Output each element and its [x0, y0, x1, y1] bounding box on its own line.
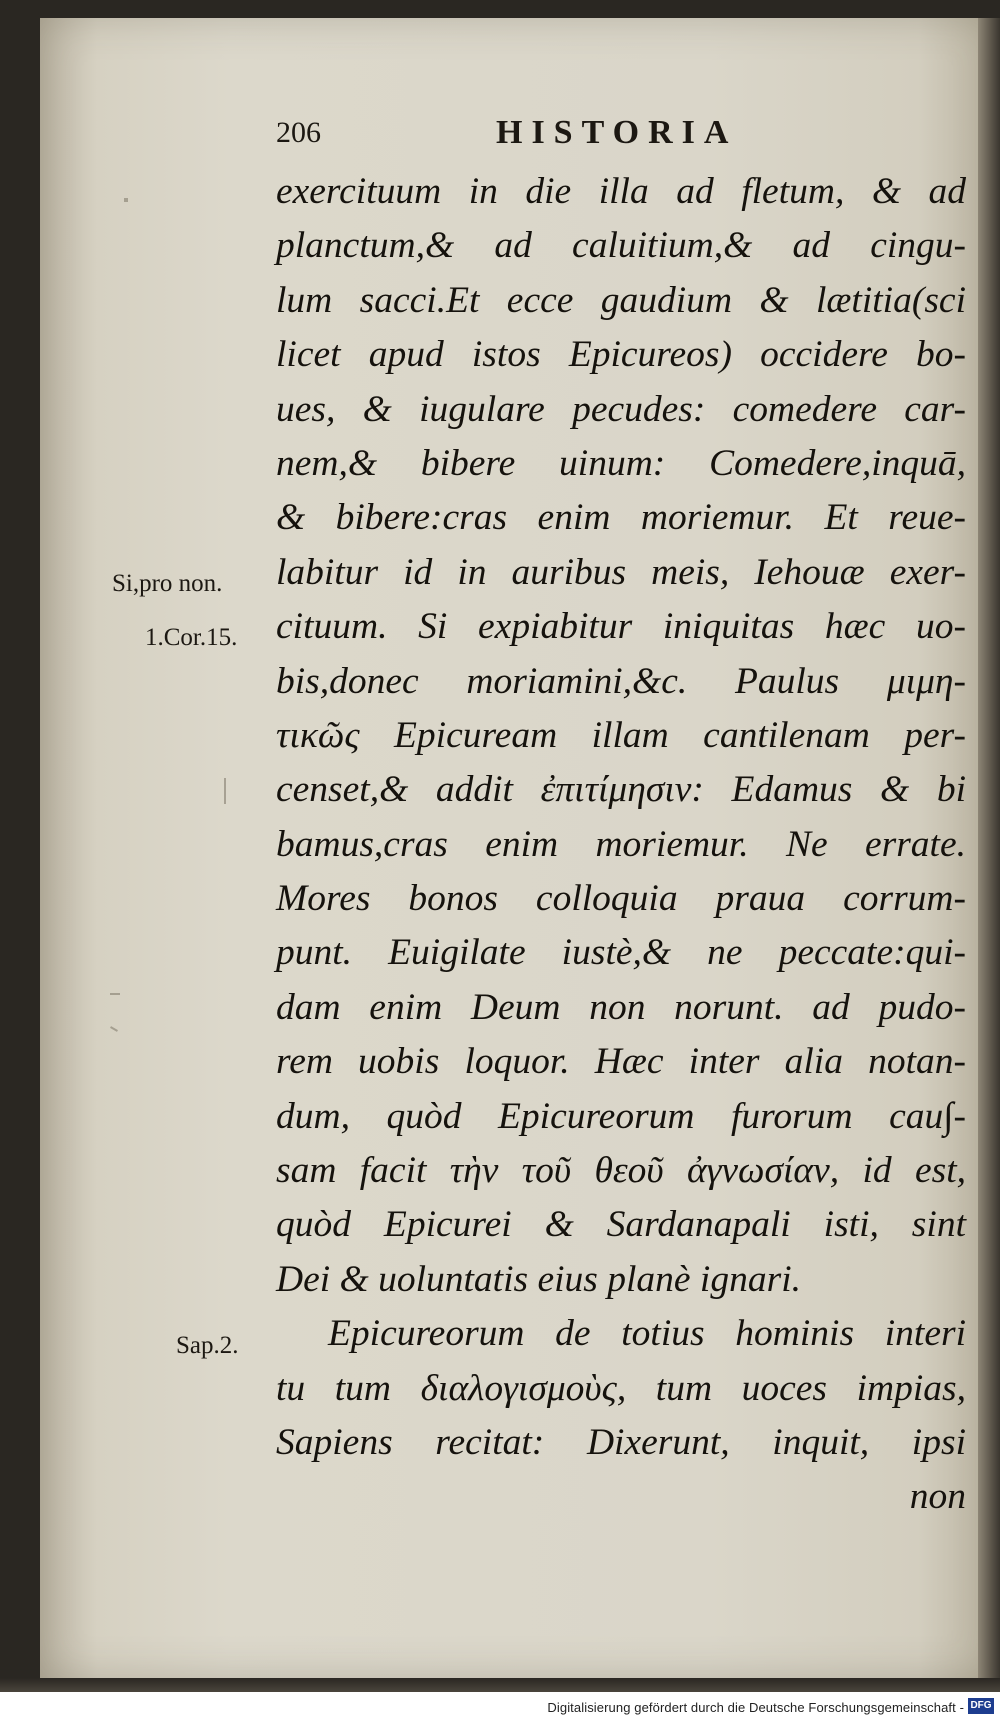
- page-fore-edge: [978, 18, 1000, 1678]
- marginal-note: Si,pro non.: [112, 570, 223, 597]
- text-line: cituum. Si expiabitur iniquitas hæc uo-: [276, 606, 966, 648]
- paper-speck: [110, 993, 120, 995]
- marginal-note: Sap.2.: [176, 1332, 239, 1359]
- text-line: censet,& addit ἐπιτίμησιν: Edamus & bi: [276, 769, 966, 811]
- page-number: 206: [276, 116, 321, 149]
- text-line: sam facit τὴν τοῦ θεοῦ ἀγνωσίαν, id est,: [276, 1150, 966, 1192]
- text-line: dum, quòd Epicureorum furorum cau∫-: [276, 1095, 966, 1137]
- text-line: licet apud istos Epicureos) occidere bo-: [276, 334, 966, 376]
- text-line: Epicureorum de totius hominis interi: [328, 1313, 966, 1355]
- footer-rule: [0, 1678, 1000, 1692]
- text-line: labitur id in auribus meis, Iehouæ exer-: [276, 551, 966, 593]
- text-line: planctum,& ad caluitium,& ad cingu-: [276, 225, 966, 267]
- text-line: bamus,cras enim moriemur. Ne errate.: [276, 823, 966, 865]
- text-line: τικῶς Epicuream illam cantilenam per-: [276, 714, 966, 756]
- catchword: non: [909, 1476, 966, 1518]
- running-head: HISTORIA: [496, 114, 738, 151]
- text-line: lum sacci.Et ecce gaudium & lætitia(sci: [276, 279, 966, 321]
- page-header: [276, 112, 966, 156]
- text-line: punt. Euigilate iustè,& ne peccate:qui-: [276, 932, 966, 974]
- marginal-note: 1.Cor.15.: [145, 624, 238, 651]
- text-line: & bibere:cras enim moriemur. Et reue-: [276, 497, 966, 539]
- text-line: rem uobis loquor. Hæc inter alia notan-: [276, 1041, 966, 1083]
- text-line: quòd Epicurei & Sardanapali isti, sint: [276, 1204, 966, 1246]
- paper-speck: [124, 198, 128, 202]
- paper-speck: [224, 778, 226, 804]
- text-line: bis,donec moriamini,&c. Paulus μιμη-: [276, 660, 966, 702]
- paper-speck: [110, 1026, 118, 1032]
- text-line: exercituum in die illa ad fletum, & ad: [276, 171, 966, 212]
- dfg-logo: DFG: [968, 1698, 994, 1714]
- text-line: ues, & iugulare pecudes: comedere car-: [276, 388, 966, 430]
- body-text: [276, 165, 966, 1525]
- text-line: Sapiens recitat: Dixerunt, inquit, ipsi: [276, 1421, 966, 1463]
- text-line: Mores bonos colloquia praua corrum-: [276, 878, 966, 920]
- text-line: tu tum διαλογισμοὺς, tum uoces impias,: [276, 1367, 966, 1409]
- text-line: dam enim Deum non norunt. ad pudo-: [276, 986, 966, 1028]
- text-line: nem,& bibere uinum: Comedere,inquā,: [276, 442, 966, 484]
- digitization-credit: Digitalisierung gefördert durch die Deutsche Forschungsgemeinschaft -: [547, 1700, 964, 1715]
- text-line: Dei & uoluntatis eius planè ignari.: [276, 1258, 801, 1300]
